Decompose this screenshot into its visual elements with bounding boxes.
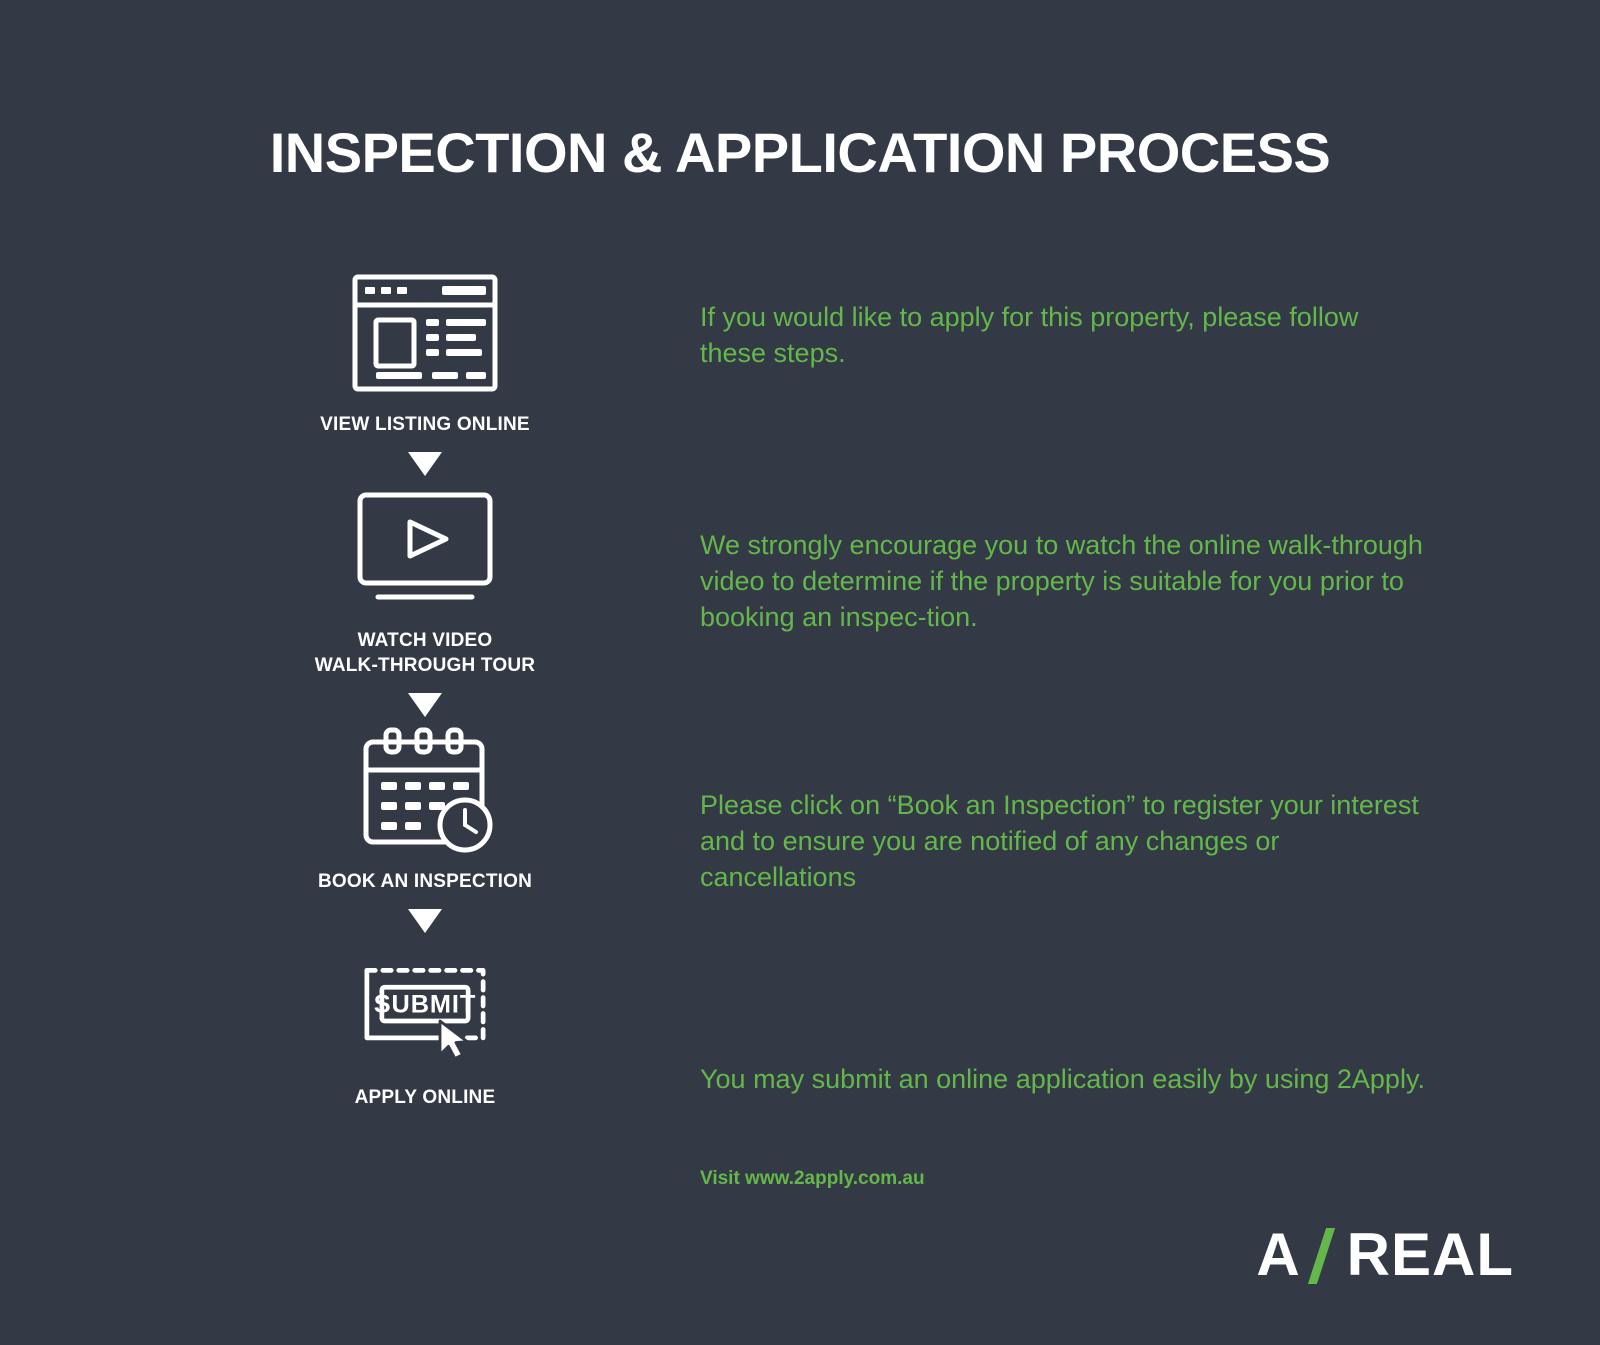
step-label-watch-video-line1: WATCH VIDEO	[357, 629, 493, 651]
arrow-down-2	[290, 693, 560, 717]
step-book-inspection	[290, 725, 560, 895]
video-player-icon	[350, 484, 500, 614]
step-watch-video	[290, 484, 560, 679]
step-label-watch-video	[315, 628, 535, 679]
logo-word-real: REAL	[1346, 1221, 1514, 1288]
browser-listing-icon	[350, 268, 500, 398]
arrow-down-3	[290, 909, 560, 933]
step-label-apply-online: APPLY ONLINE	[354, 1086, 496, 1108]
brand-logo	[1256, 1220, 1514, 1289]
visit-link[interactable]: Visit www.2apply.com.au	[700, 1168, 925, 1189]
logo-slash-icon	[1307, 1226, 1341, 1284]
page-title: INSPECTION & APPLICATION PROCESS	[269, 121, 1331, 184]
step-label-watch-video-line2: WALK-THROUGH TOUR	[314, 655, 536, 677]
description-apply-online: You may submit an online application easily by using 2Apply.	[700, 1064, 1425, 1094]
submit-button-cursor-icon	[350, 941, 500, 1071]
step-label-book-inspection: BOOK AN INSPECTION	[317, 870, 533, 892]
arrow-down-1	[290, 452, 560, 476]
steps-column	[290, 268, 560, 1110]
logo-letter-a: A	[1256, 1221, 1301, 1288]
description-watch-video: We strongly encourage you to watch the online walk-through video to determine if the property is suitable for you prior to booking an inspec-tion.	[700, 530, 1423, 632]
step-apply-online	[290, 941, 560, 1111]
step-view-listing-online	[290, 268, 560, 438]
svg-text:SUBMIT: SUBMIT	[373, 990, 477, 1019]
calendar-clock-icon	[350, 725, 500, 855]
step-label-view-listing: VIEW LISTING ONLINE	[320, 414, 530, 435]
description-book-inspection: Please click on “Book an Inspection” to register your interest and to ensure you are notified of any changes or cancellations	[700, 790, 1419, 892]
description-view-listing: If you would like to apply for this property, please follow these steps.	[700, 302, 1359, 368]
